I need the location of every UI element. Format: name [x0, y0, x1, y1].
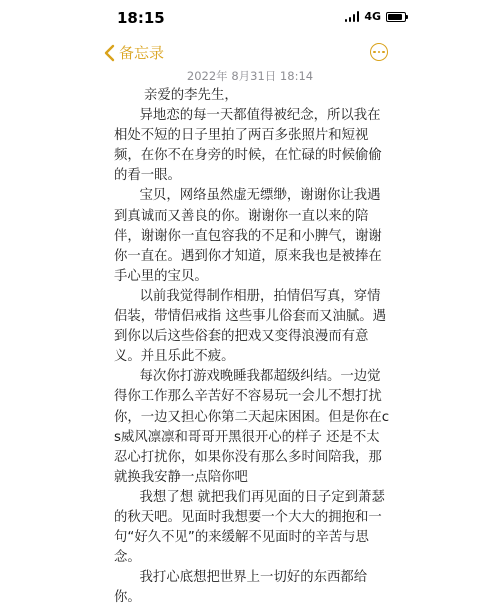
status-time: 18:15 — [117, 9, 165, 27]
status-bar — [0, 0, 500, 36]
note-date: 2022年 8月31日 18:14 — [186, 69, 314, 83]
battery-level-fill — [388, 14, 402, 20]
note-paragraph: 我打心底想把世界上一切好的东西都给你。 — [114, 570, 368, 606]
note-paragraph: 以前我觉得制作相册，拍情侣写真，穿情侣装，带情侣戒指 这些事儿俗套而又油腻。遇到你以后这些俗套的把戏又变得浪漫而有意义。并且乐此不疲。 — [114, 288, 387, 365]
back-button-label: 备忘录 — [119, 44, 165, 62]
ellipsis-circle-icon — [373, 51, 376, 54]
cellular-signal-icon — [345, 11, 360, 22]
nav-bar — [0, 36, 500, 70]
note-greeting: 亲爱的李先生， — [144, 88, 238, 103]
note-paragraph: 宝贝，网络虽然虚无缥缈，谢谢你让我遇到真诚而又善良的你。谢谢你一直以来的陪伴，谢谢你一直包容我的不足和小脾气，谢谢你一直在。遇到你才知道，原来我也是被捧在手心里的宝贝。 — [114, 188, 382, 284]
battery-icon — [386, 12, 406, 22]
more-options-button[interactable] — [370, 43, 388, 61]
network-type-label: 4G — [364, 10, 381, 23]
status-indicators — [345, 10, 406, 23]
note-body[interactable] — [114, 86, 390, 608]
back-button[interactable] — [104, 42, 164, 63]
note-paragraph: 异地恋的每一天都值得被纪念，所以我在相处不短的日子里拍了两百多张照片和短视频，在你不在身旁的时候，在忙碌的时候偷偷的看一眼。 — [114, 108, 382, 184]
chevron-left-icon — [104, 44, 115, 62]
note-paragraph: 我想了想 就把我们再见面的日子定到萧瑟的秋天吧。见面时我想要一个大大的拥抱和一句“好久不见”的来缓解不见面时的辛苦与思念。 — [114, 489, 385, 566]
note-paragraph: 每次你打游戏晚睡我都超级纠结。一边觉得你工作那么辛苦好不容易玩一会儿不想打扰你，一边又担心你第二天起床困困。但是你在cs威风凛凛和哥哥开黑很开心的样子 还是不太忍心打扰你，如果你没有那么多时间陪我，那就换我安静一点陪你吧 — [114, 369, 390, 485]
